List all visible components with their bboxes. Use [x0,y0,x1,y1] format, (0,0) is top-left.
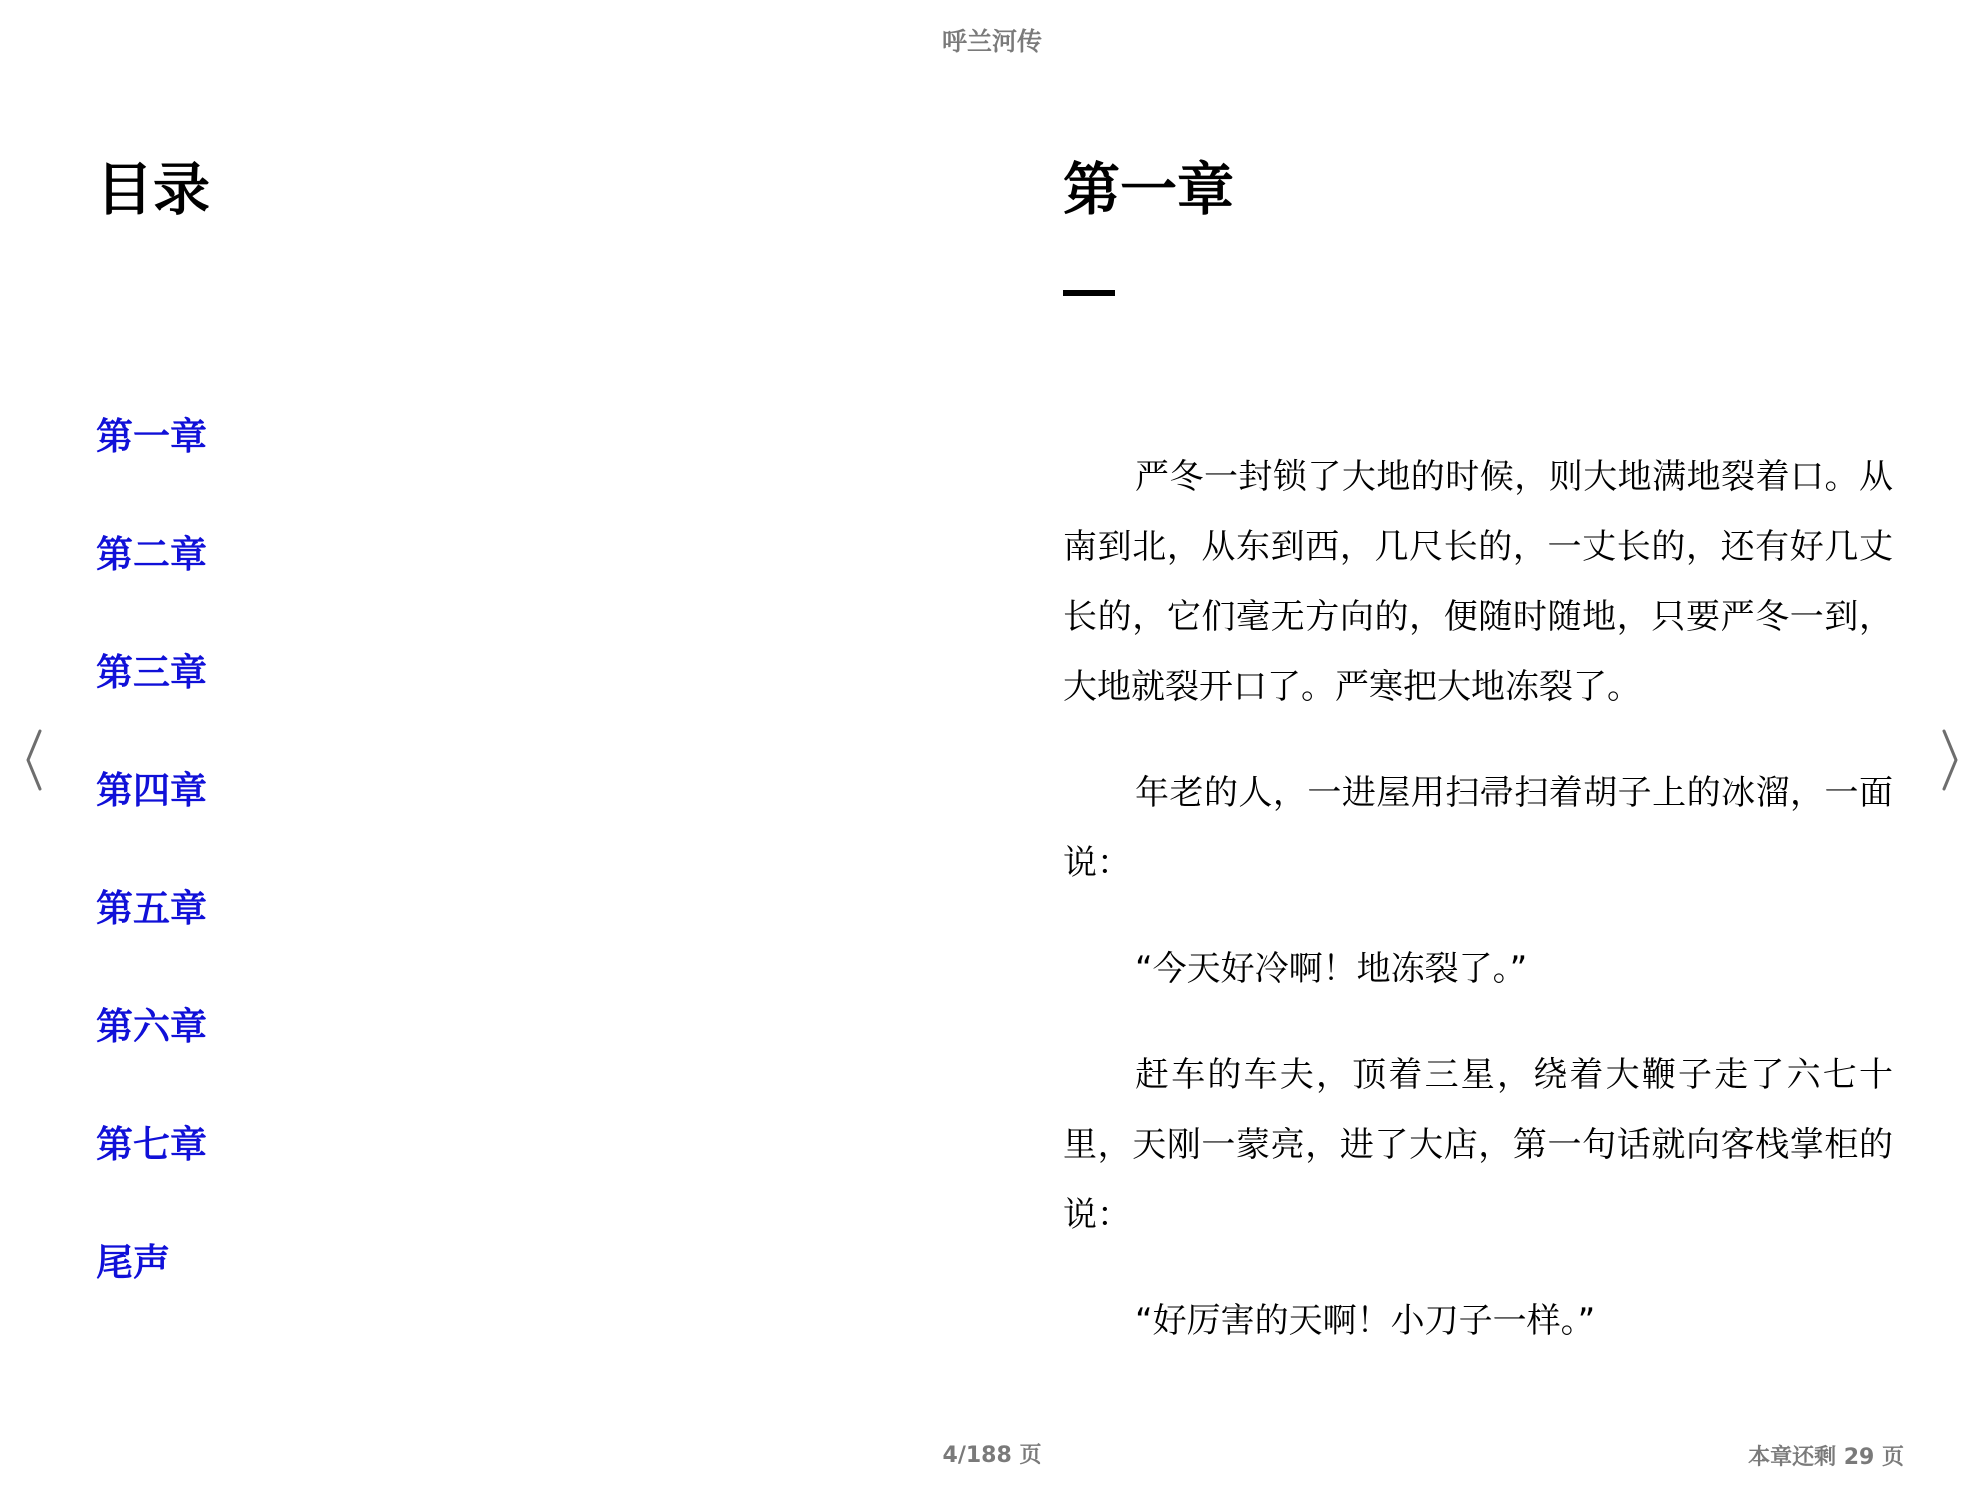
toc-page [96,150,916,1284]
chapter-title: 第一章 [1063,157,1234,223]
section-heading [1063,290,1115,296]
page-indicator: 4/188 页 [942,1443,1042,1468]
chapter-body [1063,442,1893,1392]
paragraph: 赶车的车夫，顶着三星，绕着大鞭子走了六七十里，天刚一蒙亮，进了大店，第一句话就向客栈掌柜的说： [1063,1055,1893,1235]
toc-item-chapter-1[interactable]: 第一章 [96,415,207,458]
toc-heading: 目录 [96,157,210,223]
toc-item-chapter-3[interactable]: 第三章 [96,651,207,694]
chapter-remaining-indicator: 本章还剩 29 页 [1748,1445,1904,1470]
section-heading-text [1063,290,1064,291]
toc-item-chapter-6[interactable]: 第六章 [96,1005,207,1048]
toc-item-chapter-5[interactable]: 第五章 [96,887,207,930]
toc-item-chapter-7[interactable]: 第七章 [96,1123,207,1166]
paragraph: 年老的人，一进屋用扫帚扫着胡子上的冰溜，一面说： [1063,773,1893,883]
chevron-right-icon [1930,725,1970,795]
chapter-page [1063,150,1893,1341]
toc-item-chapter-4[interactable]: 第四章 [96,769,207,812]
paragraph: “今天好冷啊！地冻裂了。” [1135,949,1528,989]
paragraph: “好厉害的天啊！小刀子一样。” [1135,1301,1596,1341]
book-title: 呼兰河传 [941,27,1042,56]
toc-item-chapter-2[interactable]: 第二章 [96,533,207,576]
toc-item-epilogue[interactable]: 尾声 [96,1241,170,1284]
toc-list [96,412,207,1356]
paragraph: 严冬一封锁了大地的时候，则大地满地裂着口。从南到北，从东到西，几尺长的，一丈长的，还有好几丈长的，它们毫无方向的，便随时随地，只要严冬一到，大地就裂开口了。严寒把大地冻裂了。 [1063,457,1893,707]
next-page-button[interactable] [1930,725,1970,795]
chevron-left-icon [14,725,54,795]
previous-page-button[interactable] [14,725,54,795]
